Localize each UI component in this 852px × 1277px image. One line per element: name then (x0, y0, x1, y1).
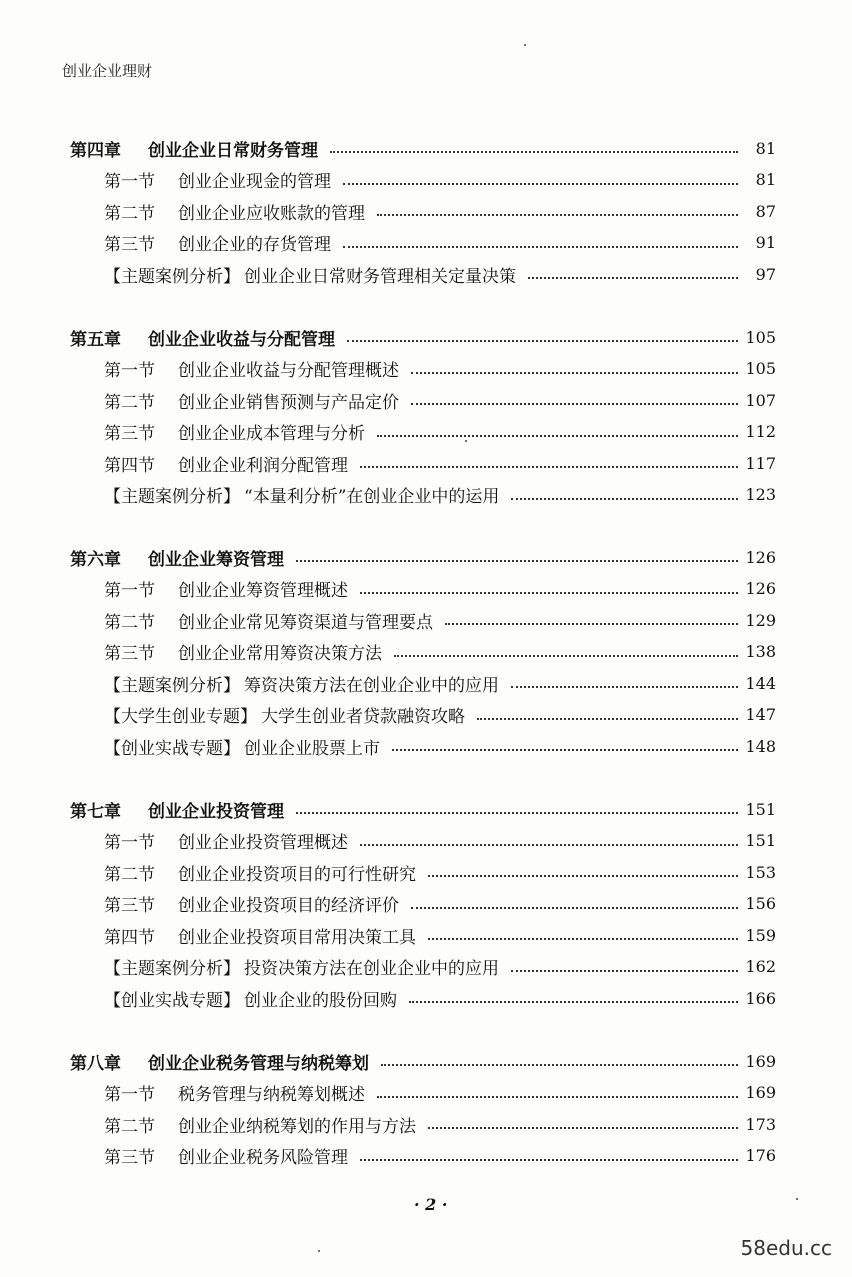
toc-entry-label: 第二节 (104, 203, 155, 224)
toc-special-entry[interactable] (0, 483, 852, 507)
toc-entry-page: 144 (745, 673, 776, 693)
toc-section-entry[interactable] (0, 420, 852, 444)
toc-entry-title (104, 1112, 422, 1137)
toc-entry-page: 81 (755, 170, 776, 189)
toc-entry-title (104, 419, 371, 444)
toc-entry-text: 创业企业投资项目常用决策工具 (178, 927, 416, 948)
toc-entry-label: 第二节 (104, 612, 155, 633)
toc-entry-title (104, 1143, 354, 1168)
toc-entry-text: 创业企业税务管理与纳税筹划 (148, 1053, 369, 1074)
toc-entry-label: 第四章 (70, 140, 121, 161)
toc-special-entry[interactable] (0, 703, 852, 727)
toc-chapter-entry[interactable] (0, 136, 852, 160)
dot-leader (411, 403, 738, 405)
toc-section-entry[interactable] (0, 199, 852, 223)
toc-entry-title (104, 230, 337, 255)
toc-entry-page: 112 (745, 422, 776, 441)
toc-entry-label: 【主题案例分析】 (104, 266, 240, 287)
toc-entry-label: 第一节 (104, 833, 155, 853)
dot-leader (377, 435, 738, 437)
toc-entry-text: 创业企业常用筹资决策方法 (178, 644, 382, 664)
toc-special-entry[interactable] (0, 955, 852, 979)
dot-leader (511, 686, 738, 688)
toc-entry-page: 91 (755, 233, 776, 252)
toc-entry-title (104, 608, 439, 633)
toc-entry-page: 159 (745, 925, 776, 945)
toc-entry-label: 第一节 (104, 361, 155, 381)
toc-entry-title (104, 702, 471, 727)
dot-leader (343, 246, 738, 248)
toc-entry-page: 107 (745, 390, 776, 410)
running-head: 创业企业理财 (62, 62, 153, 80)
dot-leader (296, 560, 738, 562)
toc-entry-label: 第五章 (70, 329, 121, 350)
toc-entry-label: 第三节 (104, 644, 155, 664)
toc-entry-text: 创业企业应收账款的管理 (178, 203, 365, 224)
scan-speck (796, 1198, 798, 1200)
toc-entry-label: 第二节 (104, 392, 155, 413)
toc-entry-label: 第六章 (70, 549, 121, 570)
dot-leader (296, 812, 738, 814)
dot-leader (411, 372, 738, 374)
toc-entry-text: 创业企业筹资管理 (148, 549, 284, 570)
toc-section-entry[interactable] (0, 829, 852, 853)
scan-speck (524, 44, 526, 46)
dot-leader (330, 151, 738, 153)
toc-entry-title (104, 828, 354, 853)
toc-entry-label: 第三节 (104, 235, 155, 255)
toc-entry-label: 第二节 (104, 1116, 155, 1137)
toc-entry-title (70, 325, 341, 350)
dot-leader (445, 623, 738, 625)
toc-entry-title (104, 1080, 371, 1105)
toc-entry-page: 148 (745, 736, 776, 756)
toc-section-entry[interactable] (0, 1112, 852, 1136)
toc-entry-title (70, 797, 290, 822)
toc-entry-page: 123 (745, 485, 776, 504)
toc-entry-title (104, 639, 388, 664)
toc-entry-label: 【主题案例分析】 (104, 487, 240, 507)
toc-special-entry[interactable] (0, 986, 852, 1010)
toc-entry-title (104, 482, 505, 507)
dot-leader (381, 1064, 738, 1066)
toc-entry-page: 126 (745, 579, 776, 598)
toc-entry-text: 创业企业筹资管理概述 (178, 581, 348, 601)
toc-entry-label: 第四节 (104, 927, 155, 948)
toc-section-entry[interactable] (0, 892, 852, 916)
toc-entry-page: 97 (755, 264, 776, 284)
dot-leader (360, 844, 738, 846)
toc-section-entry[interactable] (0, 577, 852, 601)
toc-entry-text: 创业企业税务风险管理 (178, 1148, 348, 1168)
toc-entry-page: 156 (745, 894, 776, 913)
dot-leader (377, 214, 738, 216)
dot-leader (409, 1001, 738, 1003)
toc-section-entry[interactable] (0, 357, 852, 381)
toc-entry-page: 138 (745, 642, 776, 661)
toc-entry-label: 第一节 (104, 581, 155, 601)
toc-entry-text: 创业企业的存货管理 (178, 235, 331, 255)
dot-leader (428, 938, 738, 940)
dot-leader (428, 1127, 738, 1129)
toc-entry-text: 创业企业成本管理与分析 (178, 424, 365, 444)
toc-entry-label: 【创业实战专题】 (104, 738, 240, 759)
toc-entry-text: 创业企业销售预测与产品定价 (178, 392, 399, 413)
dot-leader (360, 592, 738, 594)
toc-entry-text: 创业企业投资管理 (148, 801, 284, 822)
toc-entry-page: 162 (745, 957, 776, 976)
toc-entry-label: 第三节 (104, 424, 155, 444)
toc-entry-title (104, 734, 386, 759)
toc-entry-page: 126 (745, 547, 776, 567)
toc-entry-text: 创业企业日常财务管理 (148, 140, 318, 161)
toc-entry-title (104, 451, 354, 476)
toc-chapter-entry[interactable] (0, 1049, 852, 1073)
toc-section-entry[interactable] (0, 451, 852, 475)
toc-entry-title (104, 167, 337, 192)
toc-entry-label: 第一节 (104, 172, 155, 192)
toc-section-entry[interactable] (0, 1144, 852, 1168)
toc-entry-text: 创业企业日常财务管理相关定量决策 (244, 266, 516, 287)
dot-leader (394, 655, 738, 657)
toc-entry-page: 147 (745, 705, 776, 724)
toc-entry-title (70, 136, 324, 161)
toc-entry-title (104, 954, 505, 979)
dot-leader (411, 907, 738, 909)
toc-entry-text: 投资决策方法在创业企业中的应用 (244, 959, 499, 979)
dot-leader (360, 1159, 738, 1161)
toc-entry-page: 151 (745, 799, 776, 819)
toc-entry-title (104, 891, 405, 916)
toc-entry-title (104, 671, 505, 696)
toc-entry-label: 第七章 (70, 801, 121, 822)
toc-entry-text: 税务管理与纳税筹划概述 (178, 1085, 365, 1105)
toc-section-entry[interactable] (0, 388, 852, 412)
dot-leader (511, 970, 738, 972)
toc-entry-page: 169 (745, 1051, 776, 1071)
toc-entry-page: 153 (745, 862, 776, 882)
page-number: · 2 · (414, 1195, 448, 1214)
scan-speck (465, 440, 467, 442)
toc-entry-page: 173 (745, 1114, 776, 1134)
dot-leader (428, 875, 738, 877)
toc-entry-text: 创业企业收益与分配管理 (148, 329, 335, 350)
toc-section-entry[interactable] (0, 231, 852, 255)
toc-entry-title (104, 986, 403, 1011)
toc-chapter-entry[interactable] (0, 325, 852, 349)
toc-entry-text: 创业企业纳税筹划的作用与方法 (178, 1116, 416, 1137)
toc-entry-text: 创业企业常见筹资渠道与管理要点 (178, 612, 433, 633)
toc-entry-label: 【大学生创业专题】 (104, 707, 257, 727)
toc-entry-title (104, 199, 371, 224)
toc-entry-page: 151 (745, 831, 776, 850)
toc-entry-title (104, 356, 405, 381)
dot-leader (392, 749, 738, 751)
toc-entry-text: 创业企业现金的管理 (178, 172, 331, 192)
toc-entry-page: 166 (745, 988, 776, 1008)
toc-entry-text: 大学生创业者贷款融资攻略 (261, 707, 465, 727)
toc-entry-title (104, 262, 522, 287)
toc-special-entry[interactable] (0, 262, 852, 286)
toc-entry-title (104, 576, 354, 601)
toc-section-entry[interactable] (0, 608, 852, 632)
toc-special-entry[interactable] (0, 734, 852, 758)
toc-entry-label: 第八章 (70, 1053, 121, 1074)
toc-chapter-entry[interactable] (0, 545, 852, 569)
dot-leader (343, 183, 738, 185)
dot-leader (347, 340, 738, 342)
toc-section-entry[interactable] (0, 640, 852, 664)
toc-entry-page: 81 (755, 138, 776, 158)
toc-entry-text: 创业企业投资项目的可行性研究 (178, 864, 416, 885)
dot-leader (528, 277, 738, 279)
toc-entry-title (104, 860, 422, 885)
toc-entry-page: 87 (755, 201, 776, 221)
toc-entry-page: 117 (745, 453, 776, 473)
toc-entry-label: 第一节 (104, 1085, 155, 1105)
toc-entry-text: 创业企业利润分配管理 (178, 455, 348, 476)
toc-chapter-entry[interactable] (0, 797, 852, 821)
watermark: 58edu.cc (740, 1236, 832, 1260)
toc-entry-text: 创业企业投资管理概述 (178, 833, 348, 853)
toc-section-entry[interactable] (0, 1081, 852, 1105)
toc-entry-text: 筹资决策方法在创业企业中的应用 (244, 675, 499, 696)
dot-leader (511, 498, 738, 500)
toc-entry-title (70, 1049, 375, 1074)
toc-entry-page: 105 (745, 327, 776, 347)
scan-speck (318, 1250, 320, 1252)
toc-entry-page: 176 (745, 1146, 776, 1165)
toc-entry-text: “本量利分析”在创业企业中的运用 (244, 487, 500, 507)
toc-entry-text: 创业企业的股份回购 (244, 990, 397, 1011)
toc-section-entry[interactable] (0, 923, 852, 947)
toc-section-entry[interactable] (0, 168, 852, 192)
toc-entry-label: 第三节 (104, 896, 155, 916)
toc-entry-title (70, 545, 290, 570)
dot-leader (477, 718, 738, 720)
toc-entry-page: 169 (745, 1083, 776, 1102)
toc-entry-label: 【主题案例分析】 (104, 675, 240, 696)
dot-leader (360, 466, 738, 468)
toc-entry-text: 创业企业收益与分配管理概述 (178, 361, 399, 381)
toc-section-entry[interactable] (0, 860, 852, 884)
toc-entry-label: 第二节 (104, 864, 155, 885)
toc-entry-label: 【主题案例分析】 (104, 959, 240, 979)
toc-entry-title (104, 923, 422, 948)
toc-entry-page: 129 (745, 610, 776, 630)
toc-entry-label: 第四节 (104, 455, 155, 476)
toc-entry-title (104, 388, 405, 413)
toc-entry-label: 第三节 (104, 1148, 155, 1168)
toc-entry-page: 105 (745, 359, 776, 378)
toc-entry-text: 创业企业投资项目的经济评价 (178, 896, 399, 916)
toc-special-entry[interactable] (0, 671, 852, 695)
toc-entry-label: 【创业实战专题】 (104, 990, 240, 1011)
toc-entry-text: 创业企业股票上市 (244, 738, 380, 759)
dot-leader (377, 1096, 738, 1098)
